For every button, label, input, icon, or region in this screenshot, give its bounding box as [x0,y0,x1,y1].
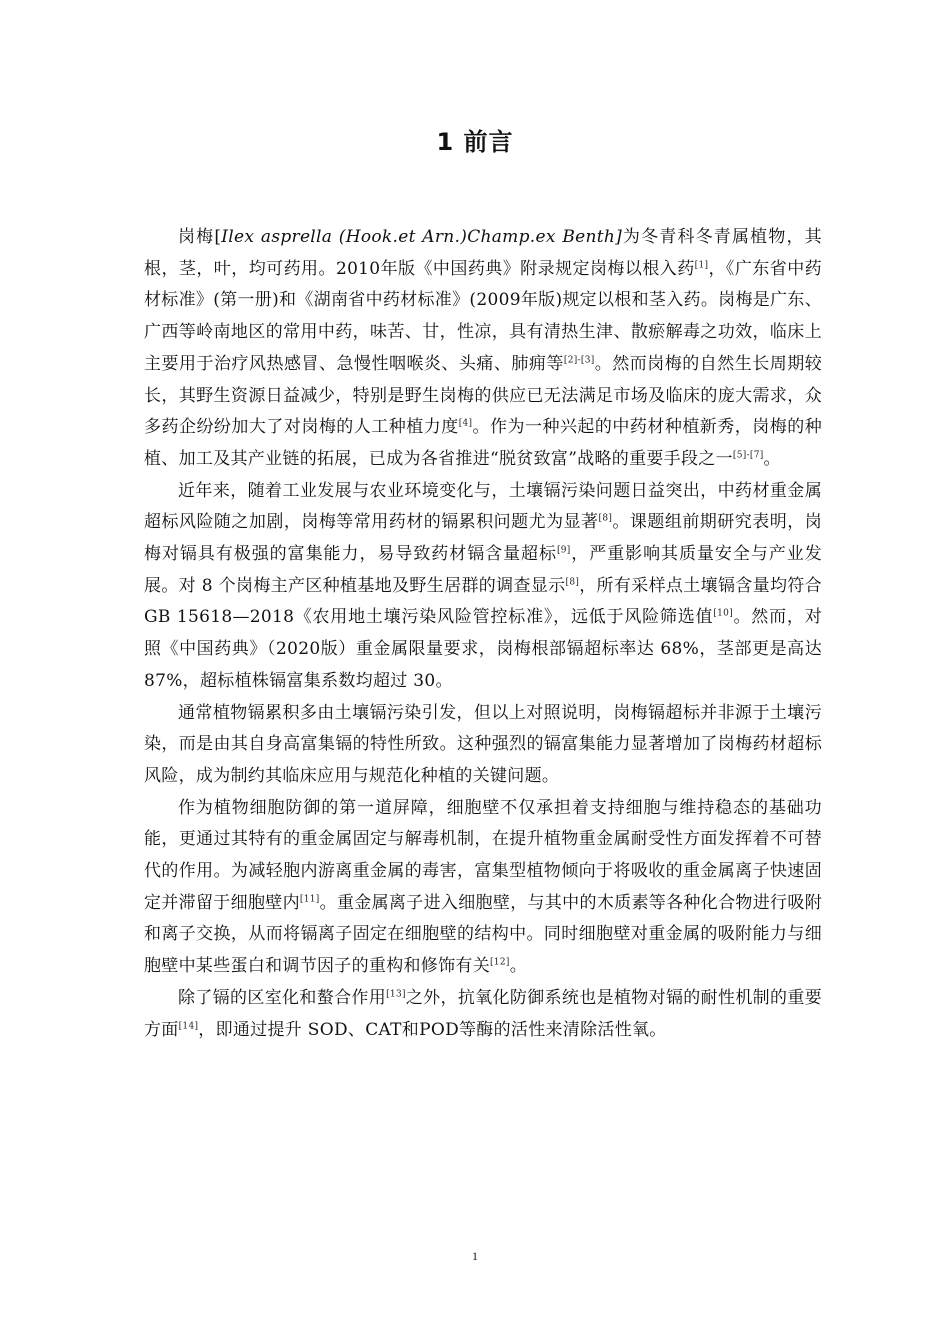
citation-ref: [2]-[3] [563,355,595,366]
text-run: 作为植物细胞防御的第一道屏障，细胞壁不仅承担着支持细胞与维持稳态的基础功能，更通过其特有的重金属固定与解毒机制，在提升植物重金属耐受性方面发挥着不可替代的作用。为减轻胞内游离重金属的毒害，富集型植物倾向于将吸收的重金属离子快速固定并滞留于细胞壁内 [144,797,822,913]
citation-ref: [8] [598,513,613,524]
citation-ref: [10] [713,608,734,619]
text-run: ，即通过提升 SOD、CAT和POD等酶的活性来清除活性氧。 [198,1019,667,1040]
citation-ref: [8] [565,577,580,588]
text-run: 。重金属离子进入细胞壁，与其中的木质素等各种化合物进行吸附和离子交换，从而将镉离子固定在细胞壁的结构中。同时细胞壁对重金属的吸附能力与细胞壁中某些蛋白和调节因子的重构和修饰有关 [144,892,822,977]
paragraph [144,698,822,793]
text-run: 除了镉的区室化和螯合作用 [178,987,387,1008]
text-run: 岗梅[ [178,227,222,247]
text-run: 。 [763,448,781,469]
latin-name: Ilex asprella (Hook.et Arn.)Champ.ex Benth] [221,227,623,247]
citation-ref: [12] [490,957,510,968]
text-run: ，《广东省中药材标准》(第一册)和《湖南省中药材标准》(2009年版)规定以根和茎入药。岗梅是广东、广西等岭南地区的常用中药，味苦、甘，性凉，具有清热生津、散瘀解毒之功效，临床上主要用于治疗风热感冒、急慢性咽喉炎、头痛、肺痈等 [144,258,822,374]
text-run: 近年来，随着工业发展与农业环境变化与，土壤镉污染问题日益突出，中药材重金属超标风险随之加剧，岗梅等常用药材的镉累积问题尤为显著 [144,480,822,533]
citation-ref: [9] [556,545,571,556]
page-number: 1 [472,1249,478,1263]
citation-ref: [14] [178,1020,199,1031]
paragraph [144,983,822,1046]
citation-ref: [13] [386,989,406,1000]
text-run: 。 [509,956,527,977]
text-run: 通常植物镉累积多由土壤镉污染引发，但以上对照说明，岗梅镉超标并非源于土壤污染，而是由其自身高富集镉的特性所致。这种强烈的镉富集能力显著增加了岗梅药材超标风险，成为制约其临床应用与规范化种植的关键问题。 [144,702,822,786]
text-run: ，严重影响其质量安全与产业发展。对 8 个岗梅主产区种植基地及野生居群的调查显示 [144,544,822,596]
text-run: ，所有采样点土壤镉含量均符合 GB 15618—2018《农用地土壤污染风险管控标准》，远低于风险筛选值 [144,575,822,628]
citation-ref: [1] [694,260,709,271]
page-title: 1 前言 [436,128,514,156]
text-run: 之外，抗氧化防御系统也是植物对镉的耐性机制的重要方面 [144,987,822,1040]
text-run: 。然而，对照《中国药典》（2020版）重金属限量要求，岗梅根部镉超标率达 68%，茎部更是高达 87%，超标植株镉富集系数均超过 30。 [144,607,822,691]
paragraph [144,476,822,698]
body-text [144,222,822,1046]
text-run: 。作为一种兴起的中药材种植新秀，岗梅的种植、加工及其产业链的拓展，已成为各省推进“脱贫致富”战略的重要手段之一 [144,417,822,469]
citation-ref: [4] [458,418,473,429]
citation-ref: [5]-[7] [732,450,764,461]
paragraph [144,793,822,983]
paragraph [144,222,822,476]
text-run: 为冬青科冬青属植物，其根，茎，叶，均可药用。2010年版《中国药典》附录规定岗梅以根入药 [144,227,822,279]
text-run: 。课题组前期研究表明，岗梅对镉具有极强的富集能力，易导致药材镉含量超标 [144,512,822,565]
text-run: 。然而岗梅的自然生长周期较长，其野生资源日益减少，特别是野生岗梅的供应已无法满足市场及临床的庞大需求，众多药企纷纷加大了对岗梅的人工种植力度 [144,353,822,438]
citation-ref: [11] [299,894,320,905]
